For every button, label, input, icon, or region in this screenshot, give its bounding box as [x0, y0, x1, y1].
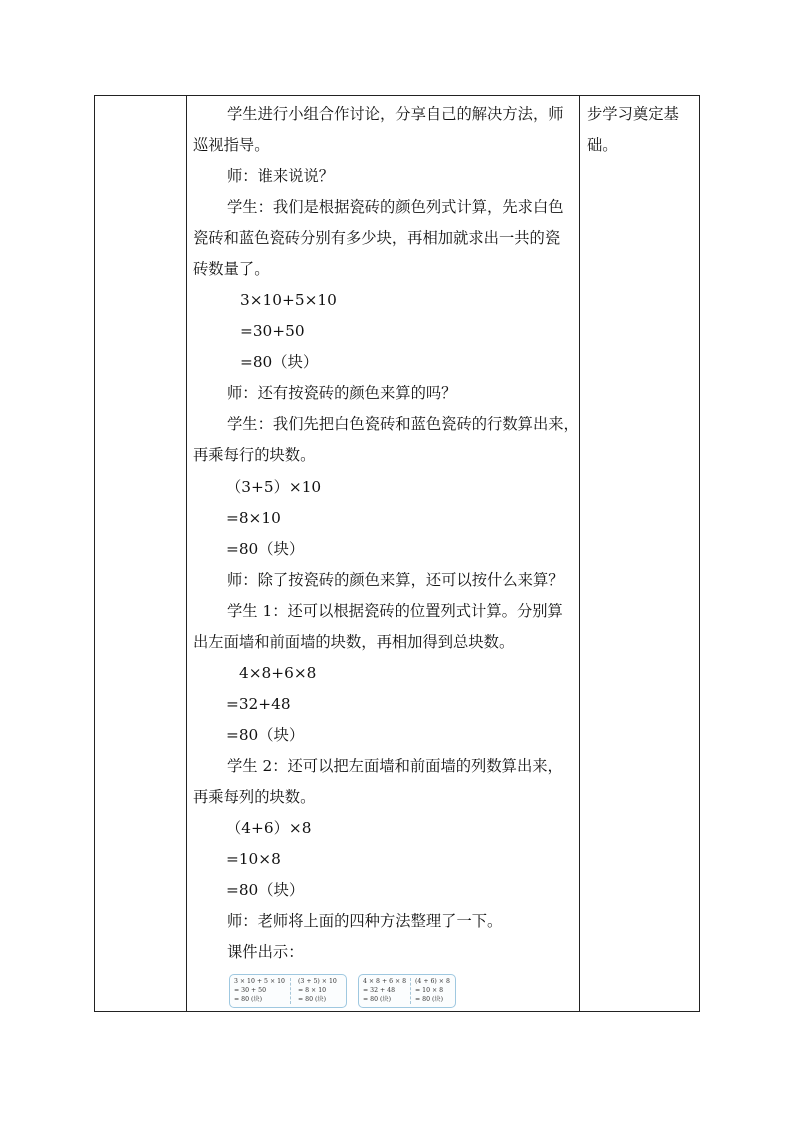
text-line: 学生 2：还可以把左面墙和前面墙的列数算出来，	[227, 757, 563, 775]
text-line: 课件出示：	[227, 943, 304, 961]
column-divider-1	[186, 96, 187, 1011]
lesson-table	[94, 95, 700, 1012]
equation-line: （4+6）×8	[226, 819, 312, 837]
column-divider-2	[579, 96, 580, 1011]
card-formula-left: 4 × 8 + 6 × 8 = 32 + 48 = 80 (块)	[363, 978, 407, 1004]
card-formula-right: (4 + 6) × 8 = 10 × 8 = 80 (块)	[415, 978, 450, 1004]
equation-line: =80（块）	[226, 881, 305, 899]
text-line: 师：老师将上面的四种方法整理了一下。	[227, 912, 503, 930]
text-line: 瓷砖和蓝色瓷砖分别有多少块，再相加就求出一共的瓷	[193, 229, 561, 247]
courseware-card-color	[229, 974, 347, 1008]
text-line: 师：还有按瓷砖的颜色来算的吗？	[227, 384, 457, 402]
text-line: 学生 1：还可以根据瓷砖的位置列式计算。分别算	[227, 602, 563, 620]
equation-line: =32+48	[226, 695, 291, 713]
card-divider	[290, 978, 291, 1004]
equation-line: =30+50	[240, 322, 305, 340]
text-line: 出左面墙和前面墙的块数，再相加得到总块数。	[193, 633, 515, 651]
equation-line: （3+5）×10	[226, 478, 322, 496]
equation-line: =80（块）	[240, 353, 319, 371]
equation-line: 4×8+6×8	[239, 664, 317, 682]
card-divider	[410, 978, 411, 1004]
text-line: 再乘每列的块数。	[193, 788, 316, 806]
text-line: 步学习奠定基	[587, 105, 679, 123]
equation-line: =8×10	[226, 509, 281, 527]
equation-line: =10×8	[226, 850, 281, 868]
text-line: 巡视指导。	[193, 136, 270, 154]
text-line: 再乘每行的块数。	[193, 446, 316, 464]
text-line: 学生：我们先把白色瓷砖和蓝色瓷砖的行数算出来，	[227, 415, 579, 433]
equation-line: 3×10+5×10	[240, 291, 337, 309]
text-line: 砖数量了。	[193, 260, 270, 278]
equation-line: =80（块）	[226, 726, 305, 744]
equation-line: =80（块）	[226, 540, 305, 558]
card-formula-right: (3 + 5) × 10 = 8 × 10 = 80 (块)	[298, 978, 337, 1004]
text-line: 师：谁来说说？	[227, 167, 335, 185]
text-line: 师：除了按瓷砖的颜色来算，还可以按什么来算？	[227, 571, 564, 589]
card-formula-left: 3 × 10 + 5 × 10 = 30 + 50 = 80 (块)	[234, 978, 285, 1004]
text-line: 学生进行小组合作讨论，分享自己的解决方法，师	[227, 105, 564, 123]
text-line: 础。	[587, 136, 618, 154]
text-line: 学生：我们是根据瓷砖的颜色列式计算，先求白色	[227, 198, 564, 216]
courseware-card-position	[358, 974, 456, 1008]
